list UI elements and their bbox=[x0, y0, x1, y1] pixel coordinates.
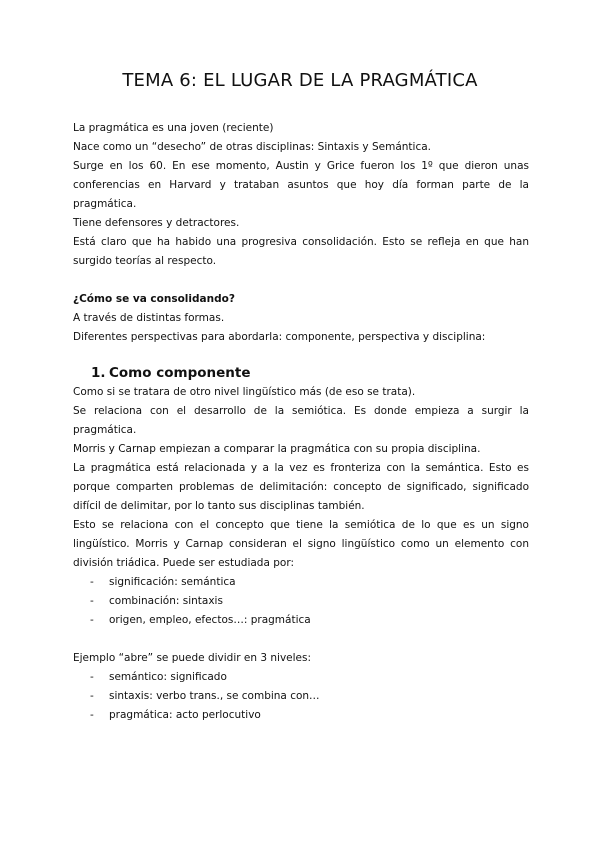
intro-line: Nace como un “desecho” de otras disciplinas: Sintaxis y Semántica. bbox=[73, 141, 431, 153]
section-title: Como componente bbox=[109, 365, 251, 381]
document-body bbox=[73, 119, 529, 725]
list-item bbox=[73, 668, 529, 687]
section-paragraph: Como si se tratara de otro nivel lingüístico más (de eso se trata). bbox=[73, 386, 416, 398]
section-paragraph: Esto se relaciona con el concepto que tiene la semiótica de lo que es un signo lingüístico. Morris y Carnap consideran el signo lingüístico como un elemento con división triádica. Puede ser estudiada por: bbox=[73, 519, 529, 569]
list-item bbox=[73, 611, 529, 630]
dash-bullet: - bbox=[90, 614, 94, 626]
section-paragraph: Se relaciona con el desarrollo de la semiótica. Es donde empieza a surgir la pragmática. bbox=[73, 405, 529, 436]
dash-bullet: - bbox=[90, 690, 94, 702]
intro-paragraph: Está claro que ha habido una progresiva consolidación. Esto se refleja en que han surgido teorías al respecto. bbox=[73, 236, 529, 267]
bullet-list bbox=[73, 573, 529, 630]
list-item-text: sintaxis: verbo trans., se combina con… bbox=[109, 690, 320, 702]
list-item bbox=[73, 573, 529, 592]
example-intro: Ejemplo “abre” se puede dividir en 3 niveles: bbox=[73, 652, 312, 664]
consolidation-heading: ¿Cómo se va consolidando? bbox=[73, 293, 235, 305]
list-item-text: combinación: sintaxis bbox=[109, 595, 223, 607]
dash-bullet: - bbox=[90, 671, 94, 683]
spacer bbox=[73, 347, 529, 357]
section-paragraph: Morris y Carnap empiezan a comparar la pragmática con su propia disciplina. bbox=[73, 443, 481, 455]
consolidation-line: A través de distintas formas. bbox=[73, 312, 225, 324]
consolidation-line: Diferentes perspectivas para abordarla: componente, perspectiva y disciplina: bbox=[73, 331, 486, 343]
intro-paragraph: Surge en los 60. En ese momento, Austin y Grice fueron los 1º que dieron unas conferencias en Harvard y trataban asuntos que hoy día forman parte de la pragmática. bbox=[73, 160, 529, 210]
spacer bbox=[73, 271, 529, 290]
bullet-list bbox=[73, 668, 529, 725]
page-title: TEMA 6: EL LUGAR DE LA PRAGMÁTICA bbox=[122, 70, 478, 91]
list-item-text: pragmática: acto perlocutivo bbox=[109, 709, 261, 721]
list-item bbox=[73, 592, 529, 611]
list-item bbox=[73, 706, 529, 725]
dash-bullet: - bbox=[90, 709, 94, 721]
intro-line: La pragmática es una joven (reciente) bbox=[73, 122, 274, 134]
intro-line: Tiene defensores y detractores. bbox=[73, 217, 240, 229]
dash-bullet: - bbox=[90, 595, 94, 607]
section-paragraph: La pragmática está relacionada y a la vez es fronteriza con la semántica. Esto es porque comparten problemas de delimitación: concepto de significado, significado difícil de delimitar, por lo tanto sus disciplinas también. bbox=[73, 462, 529, 512]
section-number: 1. bbox=[91, 365, 106, 381]
list-item bbox=[73, 687, 529, 706]
list-item-text: significación: semántica bbox=[109, 576, 236, 588]
list-item-text: origen, empleo, efectos…: pragmática bbox=[109, 614, 311, 626]
spacer bbox=[73, 630, 529, 649]
list-item-text: semántico: significado bbox=[109, 671, 227, 683]
dash-bullet: - bbox=[90, 576, 94, 588]
section-heading bbox=[73, 363, 529, 383]
